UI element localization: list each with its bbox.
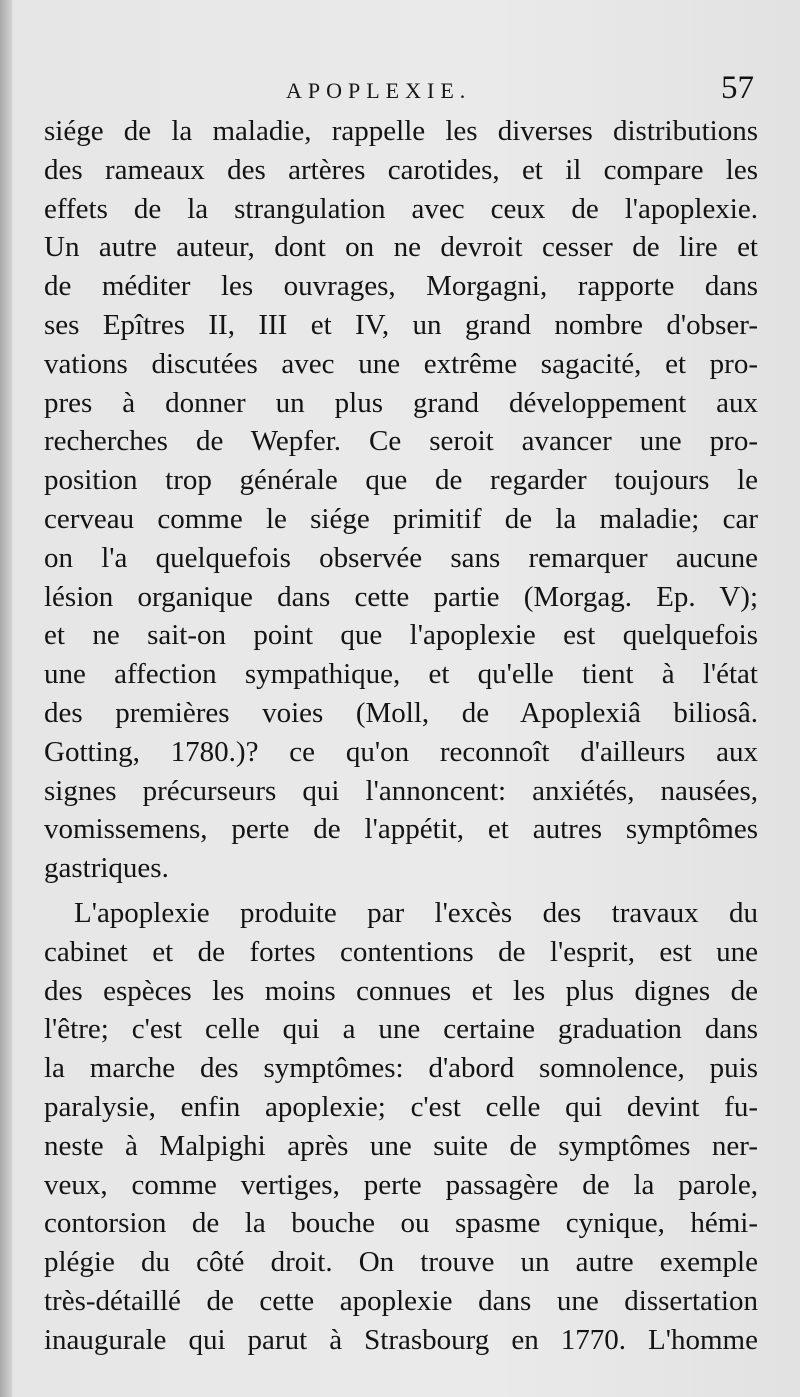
text-line: l'être; c'est celle qui a une certaine graduation dans bbox=[44, 1013, 758, 1046]
text-line: paralysie, enfin apoplexie; c'est celle qui devint fu- bbox=[44, 1090, 758, 1123]
text-line: siége de la maladie, rappelle les diverses distributions bbox=[44, 115, 758, 147]
text-line: recherches de Wepfer. Ce seroit avancer une pro- bbox=[44, 425, 758, 458]
text-line: Gotting, 1780.)? ce qu'on reconnoît d'ailleurs aux bbox=[44, 735, 758, 768]
text-line: on l'a quelquefois observée sans remarquer aucune bbox=[44, 541, 758, 574]
body-text bbox=[44, 112, 758, 1360]
text-line: très-détaillé de cette apoplexie dans une dissertation bbox=[44, 1284, 758, 1317]
text-line: contorsion de la bouche ou spasme cynique, hémi- bbox=[44, 1207, 758, 1240]
text-line: pres à donner un plus grand développement aux bbox=[44, 386, 758, 419]
paragraph-1 bbox=[44, 112, 758, 888]
text-line: des espèces les moins connues et les plus dignes de bbox=[44, 974, 758, 1007]
text-line: des premières voies (Moll, de Apoplexiâ biliosâ. bbox=[44, 696, 758, 729]
text-line: effets de la strangulation avec ceux de l'apoplexie. bbox=[44, 192, 758, 225]
text-line: neste à Malpighi après une suite de symptômes ner- bbox=[44, 1129, 758, 1162]
page-number: 57 bbox=[721, 70, 754, 106]
text-line: L'apoplexie produite par l'excès des travaux du bbox=[74, 896, 758, 929]
text-line: ses Epîtres II, III et IV, un grand nombre d'obser- bbox=[44, 308, 758, 341]
text-line: cabinet et de fortes contentions de l'esprit, est une bbox=[44, 935, 758, 968]
text-line: plégie du côté droit. On trouve un autre exemple bbox=[44, 1246, 758, 1279]
text-line: veux, comme vertiges, perte passagère de la parole, bbox=[44, 1168, 758, 1201]
text-line: signes précurseurs qui l'annoncent: anxiétés, nausées, bbox=[44, 774, 758, 807]
text-line: lésion organique dans cette partie (Morgag. Ep. V); bbox=[44, 580, 758, 613]
text-line: position trop générale que de regarder toujours le bbox=[44, 464, 758, 497]
text-line: Un autre auteur, dont on ne devroit cesser de lire et bbox=[44, 231, 758, 264]
text-line: des rameaux des artères carotides, et il compare les bbox=[44, 153, 758, 186]
text-line: inaugurale qui parut à Strasbourg en 1770. L'homme bbox=[44, 1323, 758, 1356]
text-line: vations discutées avec une extrême sagacité, et pro- bbox=[44, 347, 758, 380]
text-line: vomissemens, perte de l'appétit, et autres symptômes bbox=[44, 813, 758, 846]
text-line: et ne sait-on point que l'apoplexie est quelquefois bbox=[44, 619, 758, 652]
text-line: la marche des symptômes: d'abord somnolence, puis bbox=[44, 1052, 758, 1085]
running-title: APOPLEXIE. bbox=[286, 78, 472, 103]
paragraph-2 bbox=[44, 894, 758, 1360]
running-head bbox=[44, 70, 760, 114]
text-line: gastriques. bbox=[44, 852, 169, 885]
text-line: une affection sympathique, et qu'elle tient à l'état bbox=[44, 658, 758, 691]
page-edge bbox=[0, 0, 12, 1397]
text-line: cerveau comme le siége primitif de la maladie; car bbox=[44, 502, 758, 535]
text-line: de méditer les ouvrages, Morgagni, rapporte dans bbox=[44, 270, 758, 303]
